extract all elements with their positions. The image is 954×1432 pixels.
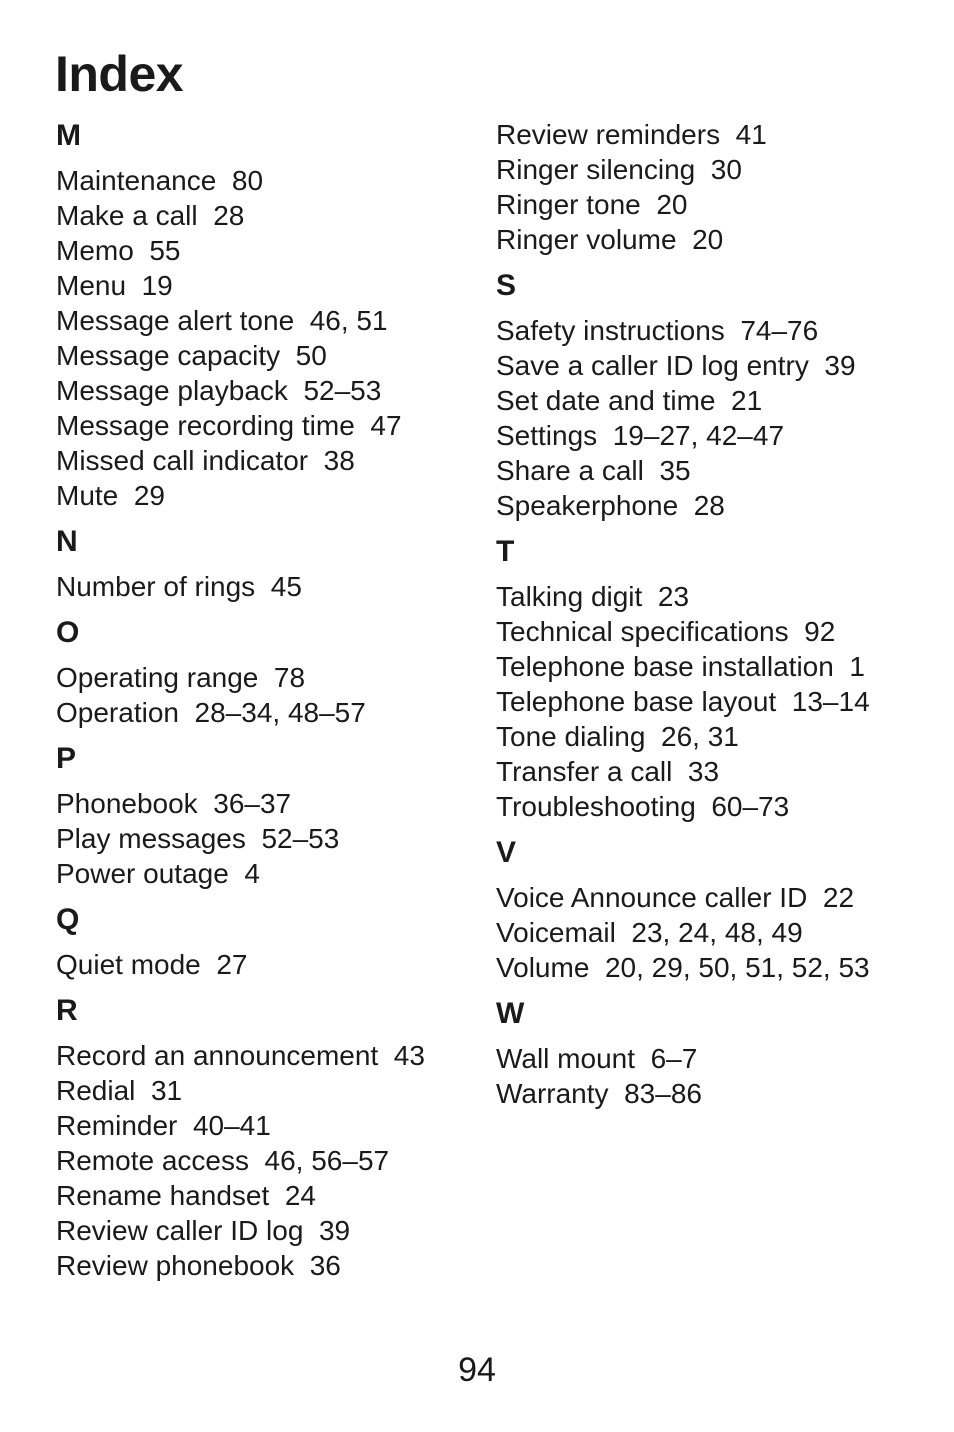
- index-entry-pages: 29: [133, 480, 165, 511]
- index-entry: [56, 268, 476, 303]
- index-entry-topic: Ringer silencing: [496, 154, 696, 185]
- index-entry: [56, 233, 476, 268]
- index-section: [496, 533, 916, 824]
- section-letter: P: [56, 742, 77, 775]
- index-entry: [56, 478, 476, 513]
- index-entry: [56, 373, 476, 408]
- index-entry-topic: Remote access: [56, 1145, 249, 1176]
- index-entry: [56, 1178, 476, 1213]
- index-entry-topic: Share a call: [496, 455, 644, 486]
- index-entry-topic: Message alert tone: [56, 305, 295, 336]
- index-entry: [56, 408, 476, 443]
- index-section: [56, 117, 476, 513]
- section-letter: S: [496, 269, 517, 302]
- index-entry: [496, 187, 916, 222]
- index-entry-pages: 46, 56–57: [264, 1145, 390, 1176]
- index-entry-topic: Quiet mode: [56, 949, 201, 980]
- index-entry: [496, 222, 916, 257]
- index-entry: [56, 338, 476, 373]
- index-entry: [56, 660, 476, 695]
- index-entry-pages: 31: [150, 1075, 183, 1106]
- index-entry-list: [56, 786, 476, 891]
- index-entry-pages: 36–37: [213, 788, 292, 819]
- index-entry: [56, 947, 476, 982]
- index-entry-topic: Ringer volume: [496, 224, 677, 255]
- index-entry-pages: 41: [735, 119, 767, 150]
- index-entry-pages: 20: [692, 224, 724, 255]
- index-entry-list: [56, 660, 476, 730]
- index-entry-topic: Voicemail: [496, 917, 616, 948]
- index-entry-pages: 19–27, 42–47: [612, 420, 785, 451]
- index-entry-topic: Memo: [56, 235, 134, 266]
- index-entry-topic: Telephone base installation: [496, 651, 834, 682]
- index-entry-list: [56, 163, 476, 513]
- page-number: 94: [458, 1351, 496, 1389]
- index-entry-topic: Review phonebook: [56, 1250, 295, 1281]
- index-entry: [56, 821, 476, 856]
- index-entry: [496, 453, 916, 488]
- index-entry-pages: 52–53: [261, 823, 340, 854]
- index-entry-topic: Redial: [56, 1075, 136, 1106]
- index-entry-pages: 60–73: [711, 791, 790, 822]
- index-entry: [496, 614, 916, 649]
- index-entry-topic: Talking digit: [496, 581, 643, 612]
- index-section: [496, 267, 916, 523]
- index-entry-pages: 92: [804, 616, 836, 647]
- index-entry-pages: 30: [710, 154, 742, 185]
- index-entry-topic: Settings: [496, 420, 598, 451]
- index-entry: [56, 569, 476, 604]
- index-entry-topic: Ringer tone: [496, 189, 641, 220]
- index-entry-pages: 23, 24, 48, 49: [631, 917, 803, 948]
- index-entry-pages: 52–53: [303, 375, 382, 406]
- section-letter: V: [496, 836, 517, 869]
- index-entry-pages: 22: [822, 882, 855, 913]
- index-entry: [56, 303, 476, 338]
- index-entry-pages: 55: [149, 235, 181, 266]
- index-entry-topic: Play messages: [56, 823, 246, 854]
- index-entry: [496, 950, 916, 985]
- section-letter: W: [496, 997, 525, 1030]
- index-entry: [56, 1143, 476, 1178]
- index-entry-pages: 45: [270, 571, 302, 602]
- index-entry-pages: 20: [656, 189, 688, 220]
- index-entry-pages: 36: [309, 1250, 341, 1281]
- index-entry-pages: 40–41: [192, 1110, 271, 1141]
- index-entry-pages: 50: [295, 340, 327, 371]
- index-entry-pages: 39: [824, 350, 856, 381]
- index-entry-pages: 23: [657, 581, 690, 612]
- index-entry-pages: 27: [216, 949, 248, 980]
- index-entry-topic: Troubleshooting: [496, 791, 696, 822]
- index-entry-list: [496, 579, 916, 824]
- index-entry-list: [56, 569, 476, 604]
- index-entry-pages: 6–7: [650, 1043, 698, 1074]
- index-entry: [496, 152, 916, 187]
- index-entry: [496, 313, 916, 348]
- index-entry: [56, 856, 476, 891]
- index-entry-topic: Review reminders: [496, 119, 721, 150]
- index-entry-topic: Review caller ID log: [56, 1215, 304, 1246]
- index-section: [56, 523, 476, 604]
- index-entry: [56, 198, 476, 233]
- index-entry-topic: Number of rings: [56, 571, 256, 602]
- index-entry-pages: 26, 31: [661, 721, 739, 752]
- index-entry-topic: Wall mount: [496, 1043, 636, 1074]
- index-section: [56, 901, 476, 982]
- index-entry-pages: 38: [323, 445, 355, 476]
- index-entry-pages: 28–34, 48–57: [194, 697, 366, 728]
- index-entry: [56, 1038, 476, 1073]
- index-entry-pages: 4: [244, 858, 260, 889]
- index-entry-topic: Operation: [56, 697, 179, 728]
- index-entry-pages: 47: [370, 410, 402, 441]
- index-entry-pages: 39: [318, 1215, 351, 1246]
- index-entry: [496, 1041, 916, 1076]
- index-entry-pages: 19: [141, 270, 173, 301]
- index-section: [56, 614, 476, 730]
- index-entry-list: [496, 313, 916, 523]
- index-entry: [496, 488, 916, 523]
- index-entry-topic: Voice Announce caller ID: [496, 882, 808, 913]
- section-letter: M: [56, 119, 81, 152]
- index-entry-pages: 83–86: [624, 1078, 702, 1109]
- index-entry-pages: 28: [693, 490, 725, 521]
- index-entry: [496, 649, 916, 684]
- index-entry-topic: Save a caller ID log entry: [496, 350, 809, 381]
- index-entry: [496, 719, 916, 754]
- index-entry: [496, 117, 916, 152]
- index-entry-pages: 28: [213, 200, 245, 231]
- index-section: [56, 992, 476, 1283]
- index-entry-topic: Mute: [56, 480, 119, 511]
- index-entry-topic: Make a call: [56, 200, 198, 231]
- index-entry: [496, 880, 916, 915]
- index-entry-topic: Power outage: [56, 858, 229, 889]
- index-entry-topic: Warranty: [496, 1078, 609, 1109]
- index-entry-pages: 43: [393, 1040, 425, 1071]
- index-entry-list: [496, 117, 916, 257]
- index-entry: [496, 684, 916, 719]
- index-entry: [496, 348, 916, 383]
- page-title: Index: [55, 46, 184, 102]
- index-entry-pages: 13–14: [791, 686, 870, 717]
- index-entry: [496, 579, 916, 614]
- index-entry-pages: 74–76: [740, 315, 819, 346]
- index-entry-pages: 35: [659, 455, 691, 486]
- index-entry-pages: 78: [273, 662, 306, 693]
- index-entry-pages: 21: [731, 385, 763, 416]
- index-section: [496, 117, 916, 257]
- index-section: [56, 740, 476, 891]
- index-entry-list: [496, 880, 916, 985]
- section-letter: O: [56, 616, 80, 649]
- index-entry-topic: Maintenance: [56, 165, 217, 196]
- index-entry-topic: Speakerphone: [496, 490, 679, 521]
- index-section: [496, 995, 916, 1111]
- index-entry: [496, 754, 916, 789]
- index-entry-pages: 1: [849, 651, 865, 682]
- index-entry: [496, 915, 916, 950]
- index-entry-topic: Volume: [496, 952, 590, 983]
- index-entry: [496, 1076, 916, 1111]
- index-entry-topic: Safety instructions: [496, 315, 725, 346]
- index-entry-topic: Phonebook: [56, 788, 198, 819]
- index-entry: [56, 1108, 476, 1143]
- index-entry-topic: Transfer a call: [496, 756, 673, 787]
- index-entry-pages: 20, 29, 50, 51, 52, 53: [604, 952, 870, 983]
- index-entry-topic: Telephone base layout: [496, 686, 777, 717]
- index-entry: [56, 786, 476, 821]
- index-entry-list: [496, 1041, 916, 1111]
- index-entry-pages: 24: [284, 1180, 316, 1211]
- index-entry: [56, 1248, 476, 1283]
- index-entry: [496, 383, 916, 418]
- index-entry-topic: Tone dialing: [496, 721, 646, 752]
- index-entry-list: [56, 1038, 476, 1283]
- index-entry-pages: 80: [231, 165, 264, 196]
- section-letter: T: [496, 535, 515, 568]
- index-entry-list: [56, 947, 476, 982]
- section-letter: R: [56, 994, 78, 1027]
- index-entry-topic: Missed call indicator: [56, 445, 309, 476]
- index-entry: [496, 789, 916, 824]
- index-entry-topic: Message recording time: [56, 410, 355, 441]
- index-entry: [56, 695, 476, 730]
- index-entry-pages: 33: [687, 756, 720, 787]
- index-entry: [56, 163, 476, 198]
- index-column-left: [56, 117, 476, 1283]
- index-entry-topic: Rename handset: [56, 1180, 270, 1211]
- index-entry-topic: Set date and time: [496, 385, 716, 416]
- index-entry-topic: Message playback: [56, 375, 288, 406]
- index-column-right: [496, 117, 916, 1111]
- index-entry-topic: Message capacity: [56, 340, 281, 371]
- index-entry-topic: Record an announcement: [56, 1040, 379, 1071]
- index-entry: [56, 1073, 476, 1108]
- index-entry-topic: Technical specifications: [496, 616, 789, 647]
- index-entry-topic: Operating range: [56, 662, 259, 693]
- index-entry: [56, 443, 476, 478]
- index-entry: [56, 1213, 476, 1248]
- index-entry: [496, 418, 916, 453]
- index-section: [496, 834, 916, 985]
- index-entry-topic: Menu: [56, 270, 127, 301]
- section-letter: N: [56, 525, 78, 558]
- index-entry-pages: 46, 51: [309, 305, 388, 336]
- index-entry-topic: Reminder: [56, 1110, 178, 1141]
- section-letter: Q: [56, 903, 80, 936]
